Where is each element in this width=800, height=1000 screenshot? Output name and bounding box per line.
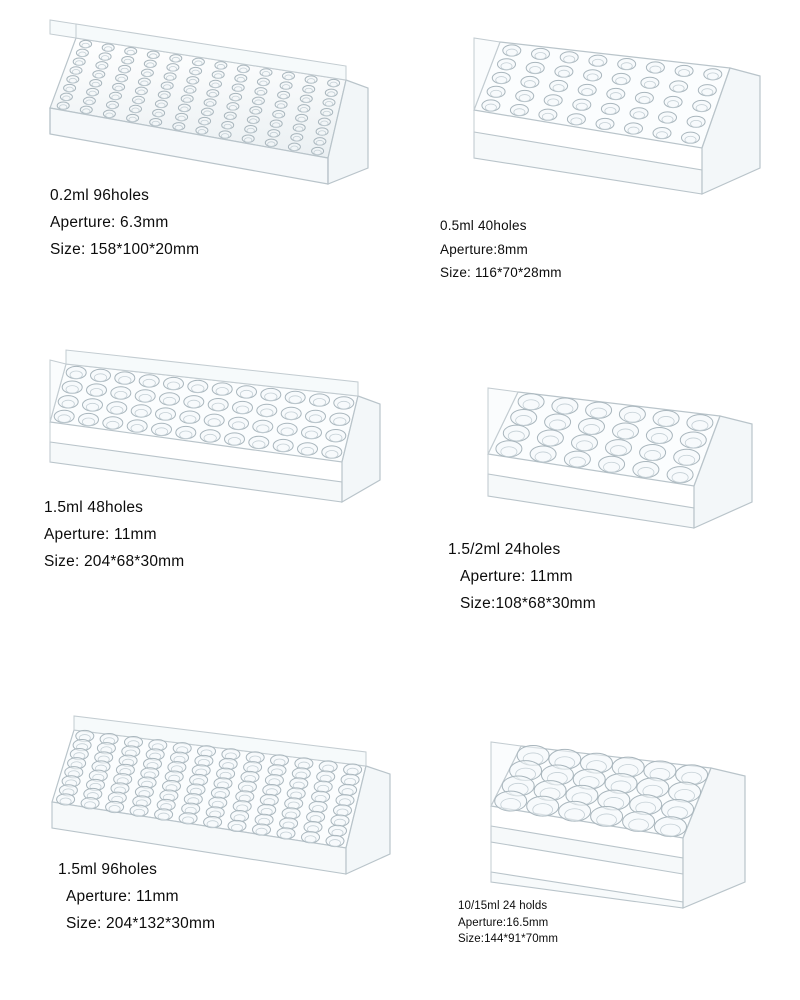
- product-name: 0.2ml 96holes: [50, 187, 150, 204]
- product-aperture: Aperture: 11mm: [44, 526, 157, 544]
- product-image-rack-0-5ml-40: [430, 12, 780, 212]
- product-size: Size: 116*70*28mm: [440, 265, 562, 281]
- product-aperture: Aperture: 11mm: [460, 568, 573, 586]
- product-name: 1.5ml 48holes: [44, 499, 144, 516]
- product-caption-rack-10-15ml-24: [458, 898, 558, 948]
- product-aperture: Aperture:16.5mm: [458, 916, 549, 929]
- product-size: Size: 204*132*30mm: [66, 915, 216, 933]
- product-image-rack-0-2ml-96: [28, 8, 388, 208]
- product-aperture: Aperture: 11mm: [66, 888, 179, 906]
- product-name: 1.5ml 96holes: [58, 861, 158, 878]
- product-aperture: Aperture:8mm: [440, 241, 528, 257]
- product-size: Size:108*68*30mm: [460, 595, 596, 613]
- product-name: 0.5ml 40holes: [440, 218, 527, 233]
- product-caption-rack-1-5ml-96: [58, 856, 215, 937]
- product-image-rack-1-5-2ml-24: [452, 358, 782, 548]
- product-image-rack-1-5ml-48: [24, 330, 394, 520]
- product-size: Size: 204*68*30mm: [44, 553, 185, 571]
- product-name: 1.5/2ml 24holes: [448, 541, 561, 558]
- product-size: Size:144*91*70mm: [458, 933, 559, 946]
- product-image-rack-10-15ml-24: [455, 712, 785, 912]
- product-caption-rack-1-5-2ml-24: [448, 536, 596, 617]
- product-name: 10/15ml 24 holds: [458, 900, 548, 912]
- product-aperture: Aperture: 6.3mm: [50, 214, 169, 232]
- product-caption-rack-0-2ml-96: [50, 182, 199, 263]
- product-caption-rack-0-5ml-40: [440, 214, 562, 285]
- product-size: Size: 158*100*20mm: [50, 241, 200, 259]
- product-caption-rack-1-5ml-48: [44, 494, 184, 575]
